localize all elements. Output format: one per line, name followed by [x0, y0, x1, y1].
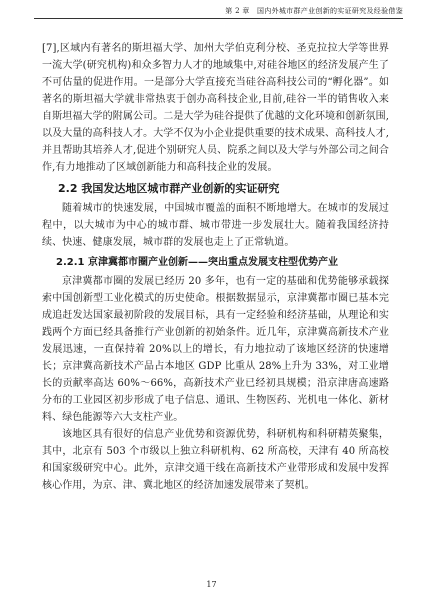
page-body [42, 40, 389, 494]
page-number: 17 [206, 580, 217, 589]
subsection-paragraph: 京津冀都市圈的发展已经历 20 多年，也有一定的基础和优势能够承载探索中国创新型工业化模式的历史使命。根据数据显示，京津冀都市圈已基本完成追赶发达国家最初阶段的发展目标，具有一定经验和经济基础，从理论和实践两个方面已经具备推行产业创新的初始条件。近几年，京津冀高新技术产业发展迅速，一直保持着 20%以上的增长，有力地拉动了该地区经济的快速增长；京津冀高新技术产品占本地区 GDP 比重从 28%上升为 33%，对工业增长的贡献率高达 60%～66%，高新技术产业已经初具规模；沿京津唐高速路分布的工业园区初步形成了电子信息、通讯、生物医药、光机电一体化、新材料、绿色能源等六大支柱产业。 [42, 276, 389, 423]
section-heading: 2.2 我国发达地区城市群产业创新的实证研究 [58, 182, 280, 195]
subsection-paragraph: 该地区具有很好的信息产业优势和资源优势，科研机构和科研精英聚集，其中，北京有 503 个市级以上独立科研机构、62 所高校，天津有 40 所高校和国家级研究中心。此外，京津交通干线在高新技术产业带形成和发展中发挥核心作用，为京、津、冀北地区的经济加速发展带来了契机。 [42, 429, 389, 491]
body-paragraph-continued: [7],区域内有著名的斯坦福大学、加州大学伯克利分校、圣克拉拉大学等世界一流大学(研究机构)和众多智力人才的地域集中,对硅谷地区的经济发展产生了不可估量的促进作用。一是部分大学直接充当硅谷高科技公司的“孵化器”。如著名的斯坦福大学就非常热衷于创办高科技企业,目前,硅谷一半的销售收入来自斯坦福大学的附属公司。二是大学为硅谷提供了优越的文化环境和创新氛围,以及大量的高科技人才。大学不仅为小企业提供重要的技术成果、高科技人才,并且帮助其培养人才,促进个别研究人员、院系之间以及大学与外部公司之间合作,有力地推动了区域创新能力和高科技企业的发展。 [42, 43, 389, 173]
header-divider [34, 18, 403, 19]
running-header: 第 2 章 国内外城市群产业创新的实证研究及经验借鉴 [225, 7, 403, 15]
section-intro-paragraph: 随着城市的快速发展，中国城市覆盖的面积不断地增大。在城市的发展过程中，以大城市为中心的城市群、城市带进一步发展壮大。随着我国经济持续、快速、健康发展，城市群的发展也走上了正常轨道。 [42, 203, 389, 248]
subsection-heading: 2.2.1 京津冀都市圈产业创新——突出重点发展支柱型优势产业 [56, 257, 338, 268]
